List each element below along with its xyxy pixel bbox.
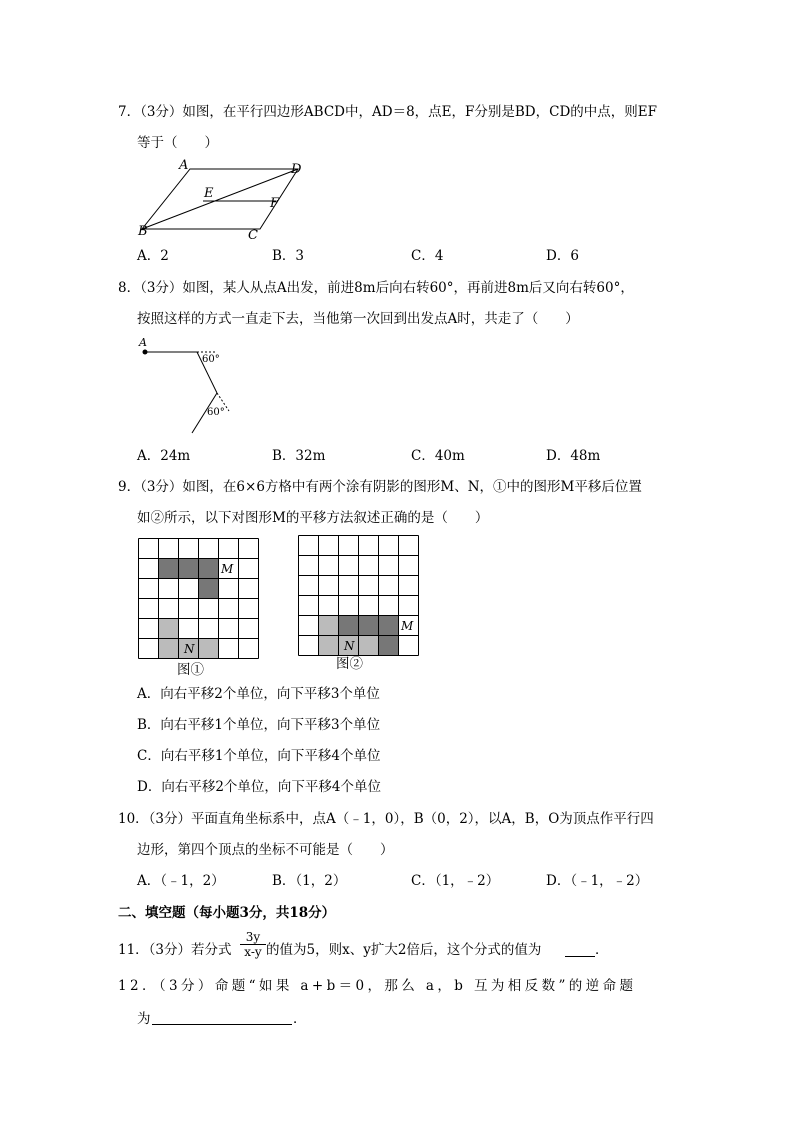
q8-option-d[interactable]: D．48m (546, 448, 601, 464)
q8-path-figure (135, 333, 245, 438)
q12-end: ． (293, 1011, 307, 1027)
label-n: N (344, 639, 355, 653)
label-b: B (138, 224, 148, 239)
q8-option-c[interactable]: C．40m (411, 448, 465, 464)
q9-option-d[interactable]: D．向右平移2个单位，向下平移4个单位 (137, 779, 382, 795)
angle-label-1: 60° (202, 354, 220, 365)
label-e: E (204, 186, 214, 201)
label-n: N (184, 642, 195, 656)
q9-grid-figure-1 (138, 538, 259, 659)
label-d: D (291, 162, 302, 177)
q8-option-a[interactable]: A．24m (137, 448, 191, 464)
q10-stem-line2: 边形，第四个顶点的坐标不可能是（ ） (137, 842, 394, 858)
q7-option-b[interactable]: B．3 (272, 248, 305, 264)
q12-prefix: 为 (137, 1011, 151, 1027)
label-a: A (179, 158, 189, 173)
q9-stem-line2: 如②所示，以下对图形M的平移方法叙述正确的是（ ） (137, 510, 489, 526)
q9-figure-1-caption: 图① (177, 662, 204, 678)
q11-prefix: 11．（3分）若分式 (118, 942, 232, 958)
q11-end: ． (595, 942, 609, 958)
q12-stem-line1: 12．（3分）命题“如果 a+b＝0，那么 a，b 互为相反数”的逆命题 (118, 978, 637, 994)
q11-numerator: 3y (240, 930, 266, 945)
q8-stem-line1: 8．（3分）如图，某人从点A出发，前进8m后向右转60°，再前进8m后又向右转60°， (118, 280, 634, 296)
q8-option-b[interactable]: B．32m (272, 448, 326, 464)
q7-option-c[interactable]: C．4 (411, 248, 444, 264)
label-a: A (139, 336, 147, 349)
q10-option-b[interactable]: B．（1，2） (272, 873, 347, 889)
label-m: M (221, 562, 234, 576)
label-m: M (401, 619, 414, 633)
angle-label-2: 60° (207, 407, 225, 418)
q11-denominator: x-y (244, 945, 262, 959)
q9-figure-2-caption: 图② (336, 656, 363, 672)
q8-stem-line2: 按照这样的方式一直走下去，当他第一次回到出发点A时，共走了（ ） (137, 311, 579, 327)
q9-option-a[interactable]: A．向右平移2个单位，向下平移3个单位 (137, 686, 380, 702)
q11-suffix: 的值为5，则x、y扩大2倍后，这个分式的值为 (266, 942, 542, 958)
q7-option-a[interactable]: A．2 (137, 248, 169, 264)
q10-option-a[interactable]: A．（﹣1，2） (137, 873, 225, 889)
label-f: F (270, 196, 280, 211)
q7-option-d[interactable]: D．6 (546, 248, 579, 264)
q10-stem-line1: 10．（3分）平面直角坐标系中，点A（﹣1，0），B（0，2），以A，B，O为顶点作平行四 (118, 811, 654, 827)
q10-option-c[interactable]: C．（1，﹣2） (411, 873, 500, 889)
q7-stem-line1: 7．（3分）如图，在平行四边形ABCD中，AD＝8，点E，F分别是BD，CD的中点，则EF (118, 104, 658, 120)
q12-answer-blank[interactable] (152, 1024, 292, 1025)
q9-option-b[interactable]: B．向右平移1个单位，向下平移3个单位 (137, 717, 381, 733)
point-a (143, 350, 148, 355)
q11-answer-blank[interactable] (565, 956, 595, 957)
q9-option-c[interactable]: C．向右平移1个单位，向下平移4个单位 (137, 748, 381, 764)
q9-grid-figure-2 (298, 535, 419, 656)
q9-stem-line1: 9．（3分）如图，在6×6方格中有两个涂有阴影的图形M、N，①中的图形M平移后位置 (118, 479, 642, 495)
q7-stem-line2: 等于（ ） (137, 135, 218, 151)
q7-parallelogram-figure (130, 155, 320, 245)
q11-fraction (240, 930, 266, 959)
label-c: C (248, 228, 258, 243)
q10-option-d[interactable]: D．（﹣1，﹣2） (546, 873, 649, 889)
section-2-heading: 二、填空题（每小题3分，共18分） (118, 905, 336, 921)
